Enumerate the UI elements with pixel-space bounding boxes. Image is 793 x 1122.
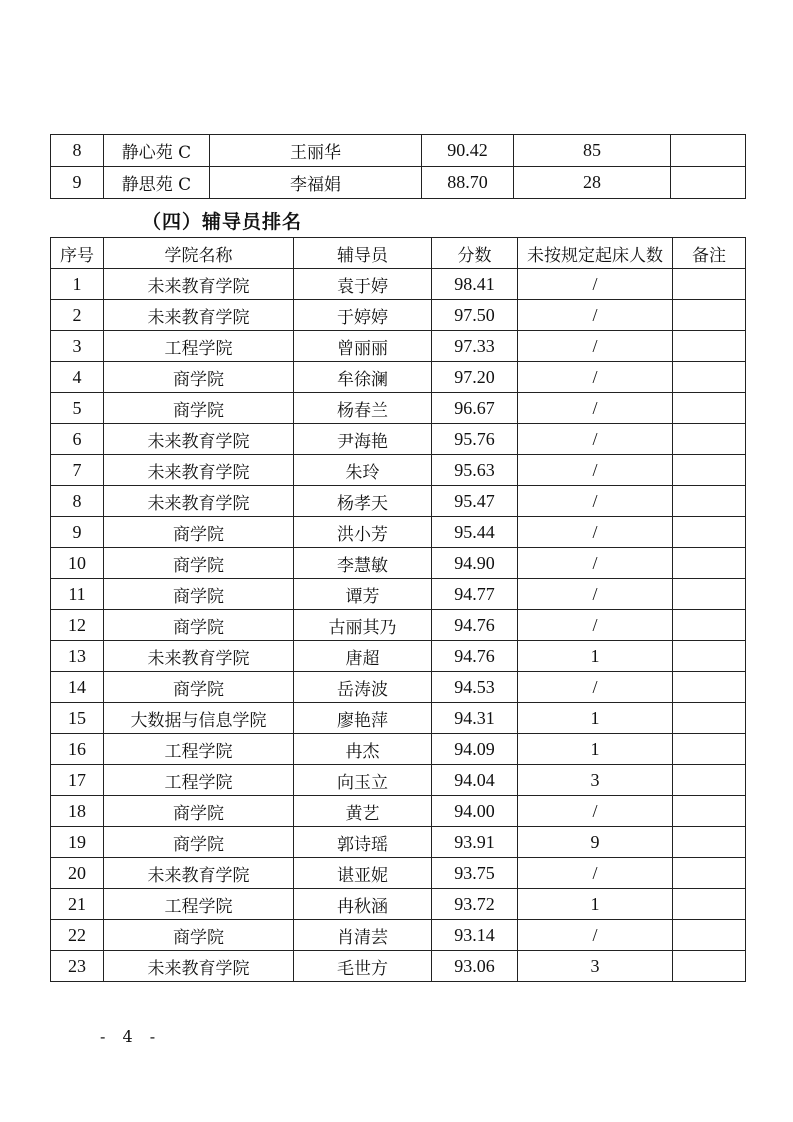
table-row <box>51 167 746 199</box>
header-college: 学院名称 <box>104 238 294 269</box>
cell-score: 94.09 <box>432 734 518 765</box>
cell-counselor: 牟徐澜 <box>294 362 432 393</box>
cell-college: 商学院 <box>104 579 294 610</box>
cell-counselor: 谭芳 <box>294 579 432 610</box>
cell-note <box>673 858 746 889</box>
cell-score: 94.76 <box>432 610 518 641</box>
cell-counselor: 向玉立 <box>294 765 432 796</box>
cell-college: 工程学院 <box>104 734 294 765</box>
cell-score: 94.00 <box>432 796 518 827</box>
cell-score: 93.14 <box>432 920 518 951</box>
cell-count: / <box>518 610 673 641</box>
cell-score: 94.90 <box>432 548 518 579</box>
cell-counselor: 廖艳萍 <box>294 703 432 734</box>
cell-college: 未来教育学院 <box>104 300 294 331</box>
cell-college: 工程学院 <box>104 889 294 920</box>
cell-counselor: 洪小芳 <box>294 517 432 548</box>
cell-rank: 19 <box>51 827 104 858</box>
cell-count: / <box>518 517 673 548</box>
cell-score: 95.76 <box>432 424 518 455</box>
dorm-ranking-table <box>50 134 746 199</box>
cell-note <box>673 827 746 858</box>
cell-note <box>673 641 746 672</box>
cell-count: / <box>518 269 673 300</box>
cell-rank: 12 <box>51 610 104 641</box>
header-rank: 序号 <box>51 238 104 269</box>
table-row <box>51 269 746 300</box>
cell-rank: 18 <box>51 796 104 827</box>
cell-count: / <box>518 548 673 579</box>
cell-count: 9 <box>518 827 673 858</box>
cell-score: 90.42 <box>422 135 514 167</box>
cell-note <box>673 393 746 424</box>
cell-counselor: 毛世方 <box>294 951 432 982</box>
cell-note <box>673 951 746 982</box>
cell-rank: 6 <box>51 424 104 455</box>
cell-score: 93.72 <box>432 889 518 920</box>
cell-counselor: 黄艺 <box>294 796 432 827</box>
cell-note <box>673 486 746 517</box>
cell-score: 94.04 <box>432 765 518 796</box>
cell-counselor: 朱玲 <box>294 455 432 486</box>
cell-count: / <box>518 455 673 486</box>
cell-rank: 9 <box>51 517 104 548</box>
cell-note <box>673 734 746 765</box>
cell-note <box>671 167 746 199</box>
table-row <box>51 486 746 517</box>
cell-college: 商学院 <box>104 920 294 951</box>
cell-count: 1 <box>518 734 673 765</box>
cell-count: 1 <box>518 703 673 734</box>
cell-counselor: 岳涛波 <box>294 672 432 703</box>
cell-counselor: 谌亚妮 <box>294 858 432 889</box>
cell-note <box>671 135 746 167</box>
counselor-table-body <box>51 269 746 982</box>
dorm-table-body <box>51 135 746 199</box>
table-row <box>51 455 746 486</box>
table-row <box>51 579 746 610</box>
cell-score: 95.63 <box>432 455 518 486</box>
table-row <box>51 424 746 455</box>
header-row <box>51 238 746 269</box>
counselor-ranking-table <box>50 237 746 982</box>
cell-note <box>673 889 746 920</box>
table-row <box>51 135 746 167</box>
cell-count: / <box>518 424 673 455</box>
cell-score: 88.70 <box>422 167 514 199</box>
cell-college: 商学院 <box>104 796 294 827</box>
cell-counselor: 唐超 <box>294 641 432 672</box>
cell-college: 未来教育学院 <box>104 424 294 455</box>
cell-rank: 8 <box>51 135 104 167</box>
cell-rank: 7 <box>51 455 104 486</box>
header-count: 未按规定起床人数 <box>518 238 673 269</box>
cell-dorm: 静思苑 C <box>104 167 210 199</box>
cell-rank: 5 <box>51 393 104 424</box>
cell-rank: 14 <box>51 672 104 703</box>
cell-note <box>673 300 746 331</box>
table-row <box>51 331 746 362</box>
cell-counselor: 冉秋涵 <box>294 889 432 920</box>
cell-count: / <box>518 331 673 362</box>
cell-rank: 20 <box>51 858 104 889</box>
counselor-table-header <box>51 238 746 269</box>
cell-note <box>673 765 746 796</box>
cell-score: 94.76 <box>432 641 518 672</box>
table-row <box>51 765 746 796</box>
cell-rank: 15 <box>51 703 104 734</box>
cell-count: / <box>518 579 673 610</box>
cell-college: 工程学院 <box>104 765 294 796</box>
cell-count: / <box>518 486 673 517</box>
header-counselor: 辅导员 <box>294 238 432 269</box>
cell-college: 未来教育学院 <box>104 486 294 517</box>
cell-rank: 22 <box>51 920 104 951</box>
cell-college: 商学院 <box>104 517 294 548</box>
cell-counselor: 杨春兰 <box>294 393 432 424</box>
cell-counselor: 李慧敏 <box>294 548 432 579</box>
cell-score: 96.67 <box>432 393 518 424</box>
cell-score: 98.41 <box>432 269 518 300</box>
cell-counselor: 于婷婷 <box>294 300 432 331</box>
header-score: 分数 <box>432 238 518 269</box>
cell-score: 93.75 <box>432 858 518 889</box>
table-row <box>51 548 746 579</box>
table-row <box>51 703 746 734</box>
cell-counselor: 袁于婷 <box>294 269 432 300</box>
cell-college: 未来教育学院 <box>104 641 294 672</box>
cell-count: 3 <box>518 951 673 982</box>
table-row <box>51 610 746 641</box>
cell-note <box>673 269 746 300</box>
cell-count: / <box>518 858 673 889</box>
cell-score: 93.91 <box>432 827 518 858</box>
cell-college: 商学院 <box>104 548 294 579</box>
table-row <box>51 858 746 889</box>
cell-counselor: 郭诗瑶 <box>294 827 432 858</box>
cell-college: 未来教育学院 <box>104 455 294 486</box>
cell-manager: 王丽华 <box>210 135 422 167</box>
cell-counselor: 古丽其乃 <box>294 610 432 641</box>
table-row <box>51 920 746 951</box>
cell-counselor: 杨孝天 <box>294 486 432 517</box>
header-note: 备注 <box>673 238 746 269</box>
cell-manager: 李福娟 <box>210 167 422 199</box>
table-row <box>51 951 746 982</box>
cell-counselor: 曾丽丽 <box>294 331 432 362</box>
cell-rank: 17 <box>51 765 104 796</box>
table-row <box>51 827 746 858</box>
cell-college: 商学院 <box>104 827 294 858</box>
cell-count: 1 <box>518 641 673 672</box>
cell-score: 95.44 <box>432 517 518 548</box>
cell-note <box>673 362 746 393</box>
cell-rank: 3 <box>51 331 104 362</box>
cell-note <box>673 548 746 579</box>
cell-college: 商学院 <box>104 393 294 424</box>
cell-college: 商学院 <box>104 672 294 703</box>
cell-rank: 10 <box>51 548 104 579</box>
table-row <box>51 889 746 920</box>
cell-count: / <box>518 672 673 703</box>
cell-count: / <box>518 920 673 951</box>
cell-score: 94.53 <box>432 672 518 703</box>
cell-count: 3 <box>518 765 673 796</box>
section-heading: （四）辅导员排名 <box>142 211 303 233</box>
cell-rank: 1 <box>51 269 104 300</box>
cell-rank: 2 <box>51 300 104 331</box>
cell-count: / <box>518 796 673 827</box>
cell-rank: 4 <box>51 362 104 393</box>
cell-rank: 11 <box>51 579 104 610</box>
cell-dorm: 静心苑 C <box>104 135 210 167</box>
cell-note <box>673 920 746 951</box>
cell-count: 28 <box>514 167 671 199</box>
table-row <box>51 362 746 393</box>
table-row <box>51 734 746 765</box>
cell-note <box>673 455 746 486</box>
cell-note <box>673 331 746 362</box>
cell-rank: 9 <box>51 167 104 199</box>
cell-score: 94.77 <box>432 579 518 610</box>
cell-counselor: 肖清芸 <box>294 920 432 951</box>
cell-score: 97.20 <box>432 362 518 393</box>
cell-score: 94.31 <box>432 703 518 734</box>
cell-count: / <box>518 362 673 393</box>
cell-college: 商学院 <box>104 610 294 641</box>
cell-note <box>673 703 746 734</box>
cell-college: 未来教育学院 <box>104 269 294 300</box>
cell-college: 大数据与信息学院 <box>104 703 294 734</box>
cell-note <box>673 796 746 827</box>
cell-score: 95.47 <box>432 486 518 517</box>
page-number: - 4 - <box>100 1027 162 1046</box>
cell-note <box>673 424 746 455</box>
cell-note <box>673 610 746 641</box>
table-row <box>51 393 746 424</box>
table-row <box>51 796 746 827</box>
cell-count: / <box>518 393 673 424</box>
cell-score: 97.50 <box>432 300 518 331</box>
cell-count: 85 <box>514 135 671 167</box>
cell-counselor: 尹海艳 <box>294 424 432 455</box>
cell-rank: 16 <box>51 734 104 765</box>
cell-note <box>673 672 746 703</box>
cell-counselor: 冉杰 <box>294 734 432 765</box>
table-row <box>51 641 746 672</box>
cell-score: 97.33 <box>432 331 518 362</box>
cell-count: / <box>518 300 673 331</box>
cell-rank: 13 <box>51 641 104 672</box>
cell-college: 商学院 <box>104 362 294 393</box>
cell-note <box>673 517 746 548</box>
cell-rank: 23 <box>51 951 104 982</box>
cell-college: 工程学院 <box>104 331 294 362</box>
table-row <box>51 300 746 331</box>
table-row <box>51 672 746 703</box>
table-row <box>51 517 746 548</box>
cell-note <box>673 579 746 610</box>
cell-rank: 8 <box>51 486 104 517</box>
cell-college: 未来教育学院 <box>104 951 294 982</box>
cell-score: 93.06 <box>432 951 518 982</box>
cell-rank: 21 <box>51 889 104 920</box>
cell-count: 1 <box>518 889 673 920</box>
cell-college: 未来教育学院 <box>104 858 294 889</box>
